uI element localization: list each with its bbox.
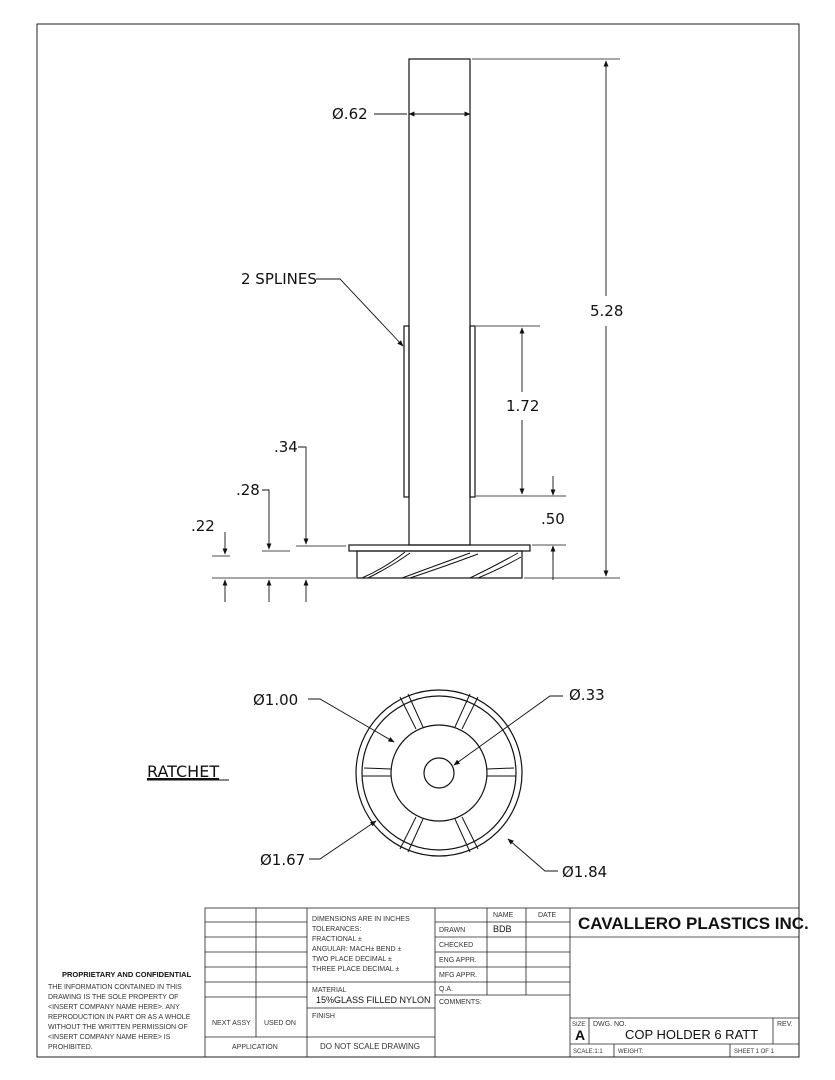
dim-splines: 2 SPLINES [241, 270, 317, 288]
extension-lines [212, 59, 620, 578]
sheet-border [37, 24, 799, 1057]
dim-dia-167: Ø1.67 [260, 851, 306, 869]
material-value: 15%GLASS FILLED NYLON [316, 995, 431, 1005]
qa-label: Q.A. [439, 986, 454, 993]
application-label: APPLICATION [232, 1044, 278, 1051]
proprietary-title: PROPRIETARY AND CONFIDENTIAL [62, 970, 192, 979]
front-view [349, 59, 530, 578]
proprietary-line-5: WITHOUT THE WRITTEN PERMISSION OF [48, 1024, 188, 1031]
weight-label: WEIGHT: [618, 1049, 643, 1055]
proprietary-line-3: <INSERT COMPANY NAME HERE>. ANY [48, 1004, 180, 1011]
scale-label: SCALE:1:1 [573, 1049, 603, 1055]
drawn-name: BDB [493, 924, 512, 934]
end-view-leaders [308, 696, 563, 871]
company-name: CAVALLERO PLASTICS INC. [578, 914, 809, 933]
comments-label: COMMENTS: [439, 999, 482, 1006]
dwg-no-value: COP HOLDER 6 RATT [625, 1027, 759, 1042]
dim-dia-184: Ø1.84 [562, 863, 608, 881]
do-not-scale: DO NOT SCALE DRAWING [320, 1042, 421, 1051]
next-assy-label: NEXT ASSY [212, 1020, 251, 1027]
tolerance-line-5: TWO PLACE DECIMAL ± [312, 956, 392, 963]
proprietary-line-6: <INSERT COMPANY NAME HERE> IS [48, 1034, 171, 1041]
dwg-no-label: DWG. NO. [593, 1021, 627, 1028]
dim-050: .50 [541, 510, 565, 528]
sheet-label: SHEET 1 OF 1 [734, 1049, 774, 1055]
proprietary-line-1: THE INFORMATION CONTAINED IN THIS [48, 984, 182, 991]
ratchet-end-view [356, 690, 522, 856]
dim-dia-033: Ø.33 [569, 686, 605, 704]
proprietary-line-4: REPRODUCTION IN PART OR AS A WHOLE [48, 1014, 191, 1021]
shaft [409, 59, 470, 545]
tolerance-line-6: THREE PLACE DECIMAL ± [312, 966, 400, 973]
tolerance-line-1: DIMENSIONS ARE IN INCHES [312, 916, 410, 923]
eng-appr-label: ENG APPR. [439, 957, 477, 964]
drawn-label: DRAWN [439, 927, 466, 934]
tolerance-line-2: TOLERANCES: [312, 926, 362, 933]
size-label: SIZE [572, 1022, 586, 1028]
dim-spline-length: 1.72 [506, 397, 540, 415]
used-on-label: USED ON [264, 1020, 296, 1027]
size-value: A [575, 1027, 586, 1043]
material-label: MATERIAL [312, 987, 347, 994]
ratchet-teeth [362, 552, 521, 578]
tolerance-line-3: FRACTIONAL ± [312, 936, 362, 943]
proprietary-line-7: PROHIBITED. [48, 1044, 93, 1051]
dim-dia-100: Ø1.00 [253, 691, 299, 709]
finish-label: FINISH [312, 1013, 335, 1020]
name-header: NAME [493, 912, 514, 919]
flange [349, 545, 530, 551]
dim-shaft-dia: Ø.62 [332, 105, 368, 123]
spline-left [404, 326, 409, 497]
dim-overall-height: 5.28 [590, 302, 624, 320]
view-label-ratchet: RATCHET [147, 762, 220, 781]
dim-028: .28 [236, 481, 260, 499]
rev-label: REV. [777, 1021, 793, 1028]
date-header: DATE [538, 912, 557, 919]
proprietary-line-2: DRAWING IS THE SOLE PROPERTY OF [48, 994, 179, 1001]
spline-right [470, 326, 475, 497]
dim-034: .34 [274, 438, 298, 456]
tolerance-line-4: ANGULAR: MACH± BEND ± [312, 946, 402, 953]
checked-label: CHECKED [439, 942, 474, 949]
mfg-appr-label: MFG APPR. [439, 972, 478, 979]
dim-022: .22 [191, 517, 215, 535]
